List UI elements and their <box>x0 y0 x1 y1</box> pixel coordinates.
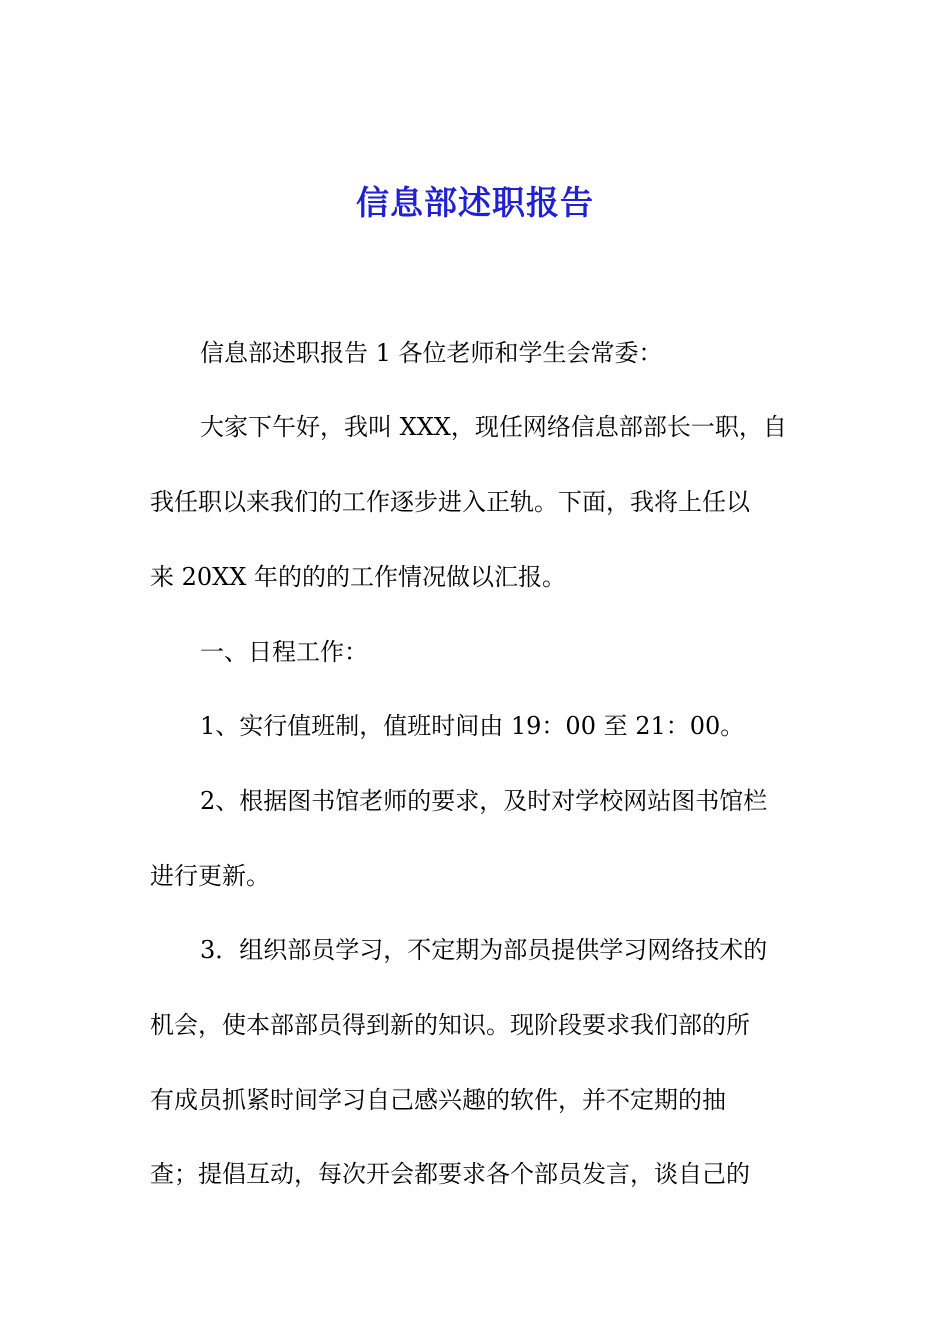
paragraph-line: 一、日程工作： <box>200 638 368 666</box>
paragraph-line: 2、根据图书馆老师的要求，及时对学校网站图书馆栏 <box>200 787 768 815</box>
paragraph-line: 3．组织部员学习，不定期为部员提供学习网络技术的 <box>200 936 768 964</box>
paragraph-line: 信息部述职报告 1 各位老师和学生会常委： <box>200 339 663 367</box>
document-title: 信息部述职报告 <box>356 183 594 222</box>
paragraph-line: 大家下午好，我叫 XXX，现任网络信息部部长一职，自 <box>200 413 787 441</box>
paragraph-line: 1、实行值班制，值班时间由 19：00 至 21：00。 <box>200 712 745 740</box>
paragraph-line: 来 20XX 年的的的工作情况做以汇报。 <box>150 563 566 591</box>
paragraph-line: 查；提倡互动，每次开会都要求各个部员发言，谈自己的 <box>150 1160 750 1188</box>
paragraph-line: 机会，使本部部员得到新的知识。现阶段要求我们部的所 <box>150 1011 750 1039</box>
paragraph-line: 我任职以来我们的工作逐步进入正轨。下面，我将上任以 <box>150 488 750 516</box>
paragraph-line: 有成员抓紧时间学习自己感兴趣的软件，并不定期的抽 <box>150 1086 726 1114</box>
paragraph-line: 进行更新。 <box>150 862 270 890</box>
